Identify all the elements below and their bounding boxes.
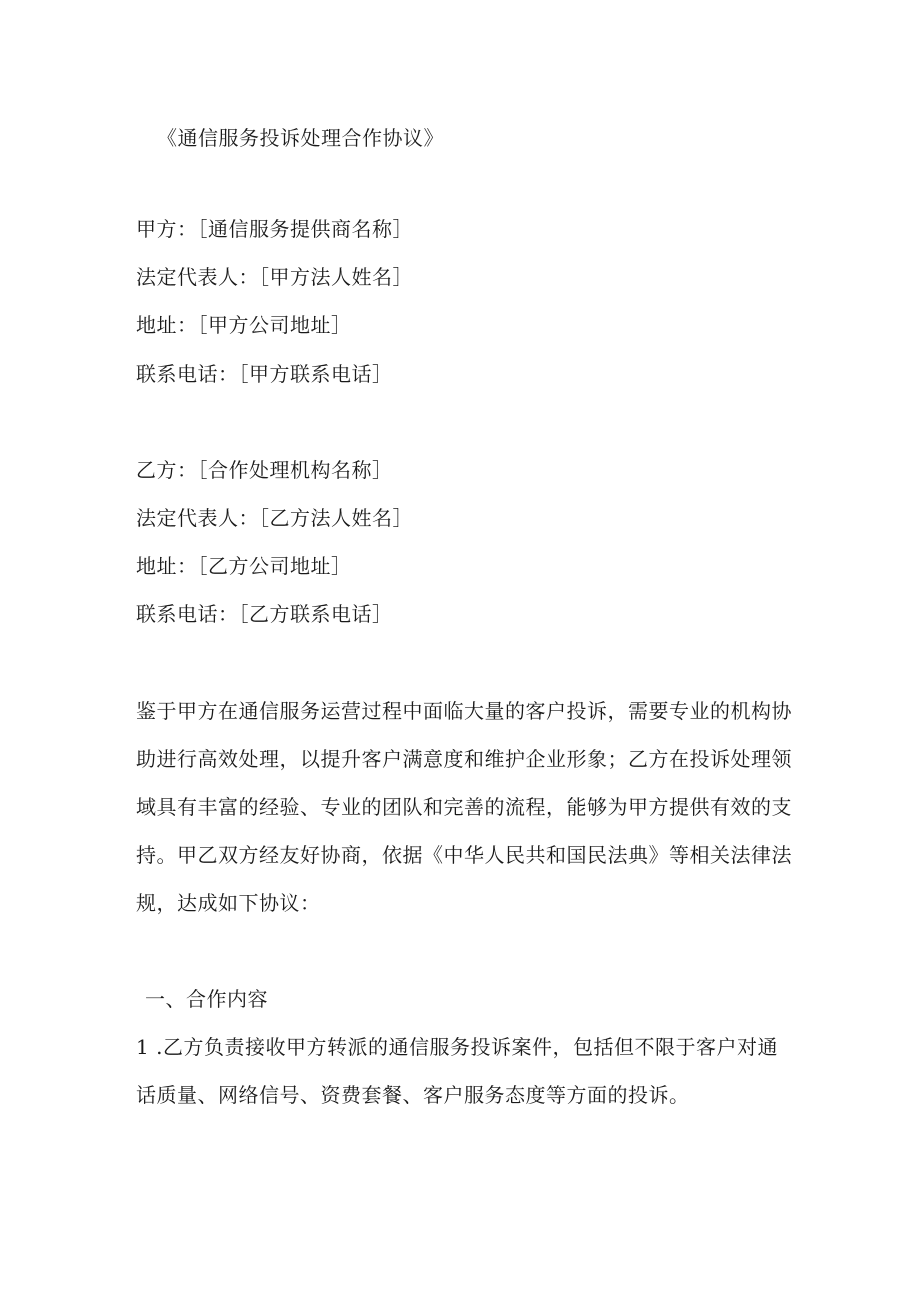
preamble-line: 鉴于甲方在通信服务运营过程中面临大量的客户投诉，需要专业的机构协 <box>136 699 792 723</box>
clause-line: 1 .乙方负责接收甲方转派的通信服务投诉案件，包括但不限于客户对通 <box>136 1035 778 1059</box>
party-a-address: 地址：［甲方公司地址］ <box>136 313 352 337</box>
preamble-line: 规，达成如下协议： <box>136 891 321 915</box>
clause-line: 话质量、网络信号、资费套餐、客户服务态度等方面的投诉。 <box>136 1083 690 1107</box>
preamble-line: 域具有丰富的经验、专业的团队和完善的流程，能够为甲方提供有效的支 <box>136 795 792 819</box>
document-title: 《通信服务投诉处理合作协议》 <box>157 126 444 150</box>
party-b-representative: 法定代表人：［乙方法人姓名］ <box>136 506 413 530</box>
party-a-name: 甲方：［通信服务提供商名称］ <box>136 217 413 241</box>
section-heading: 一、合作内容 <box>145 987 268 1011</box>
party-b-phone: 联系电话：［乙方联系电话］ <box>136 602 393 626</box>
party-b-address: 地址：［乙方公司地址］ <box>136 554 352 578</box>
party-a-representative: 法定代表人：［甲方法人姓名］ <box>136 265 413 289</box>
preamble-line: 持。甲乙双方经友好协商，依据《中华人民共和国民法典》等相关法律法 <box>136 843 792 867</box>
preamble-line: 助进行高效处理，以提升客户满意度和维护企业形象；乙方在投诉处理领 <box>136 747 792 771</box>
party-a-phone: 联系电话：［甲方联系电话］ <box>136 362 393 386</box>
party-b-name: 乙方：［合作处理机构名称］ <box>136 458 393 482</box>
